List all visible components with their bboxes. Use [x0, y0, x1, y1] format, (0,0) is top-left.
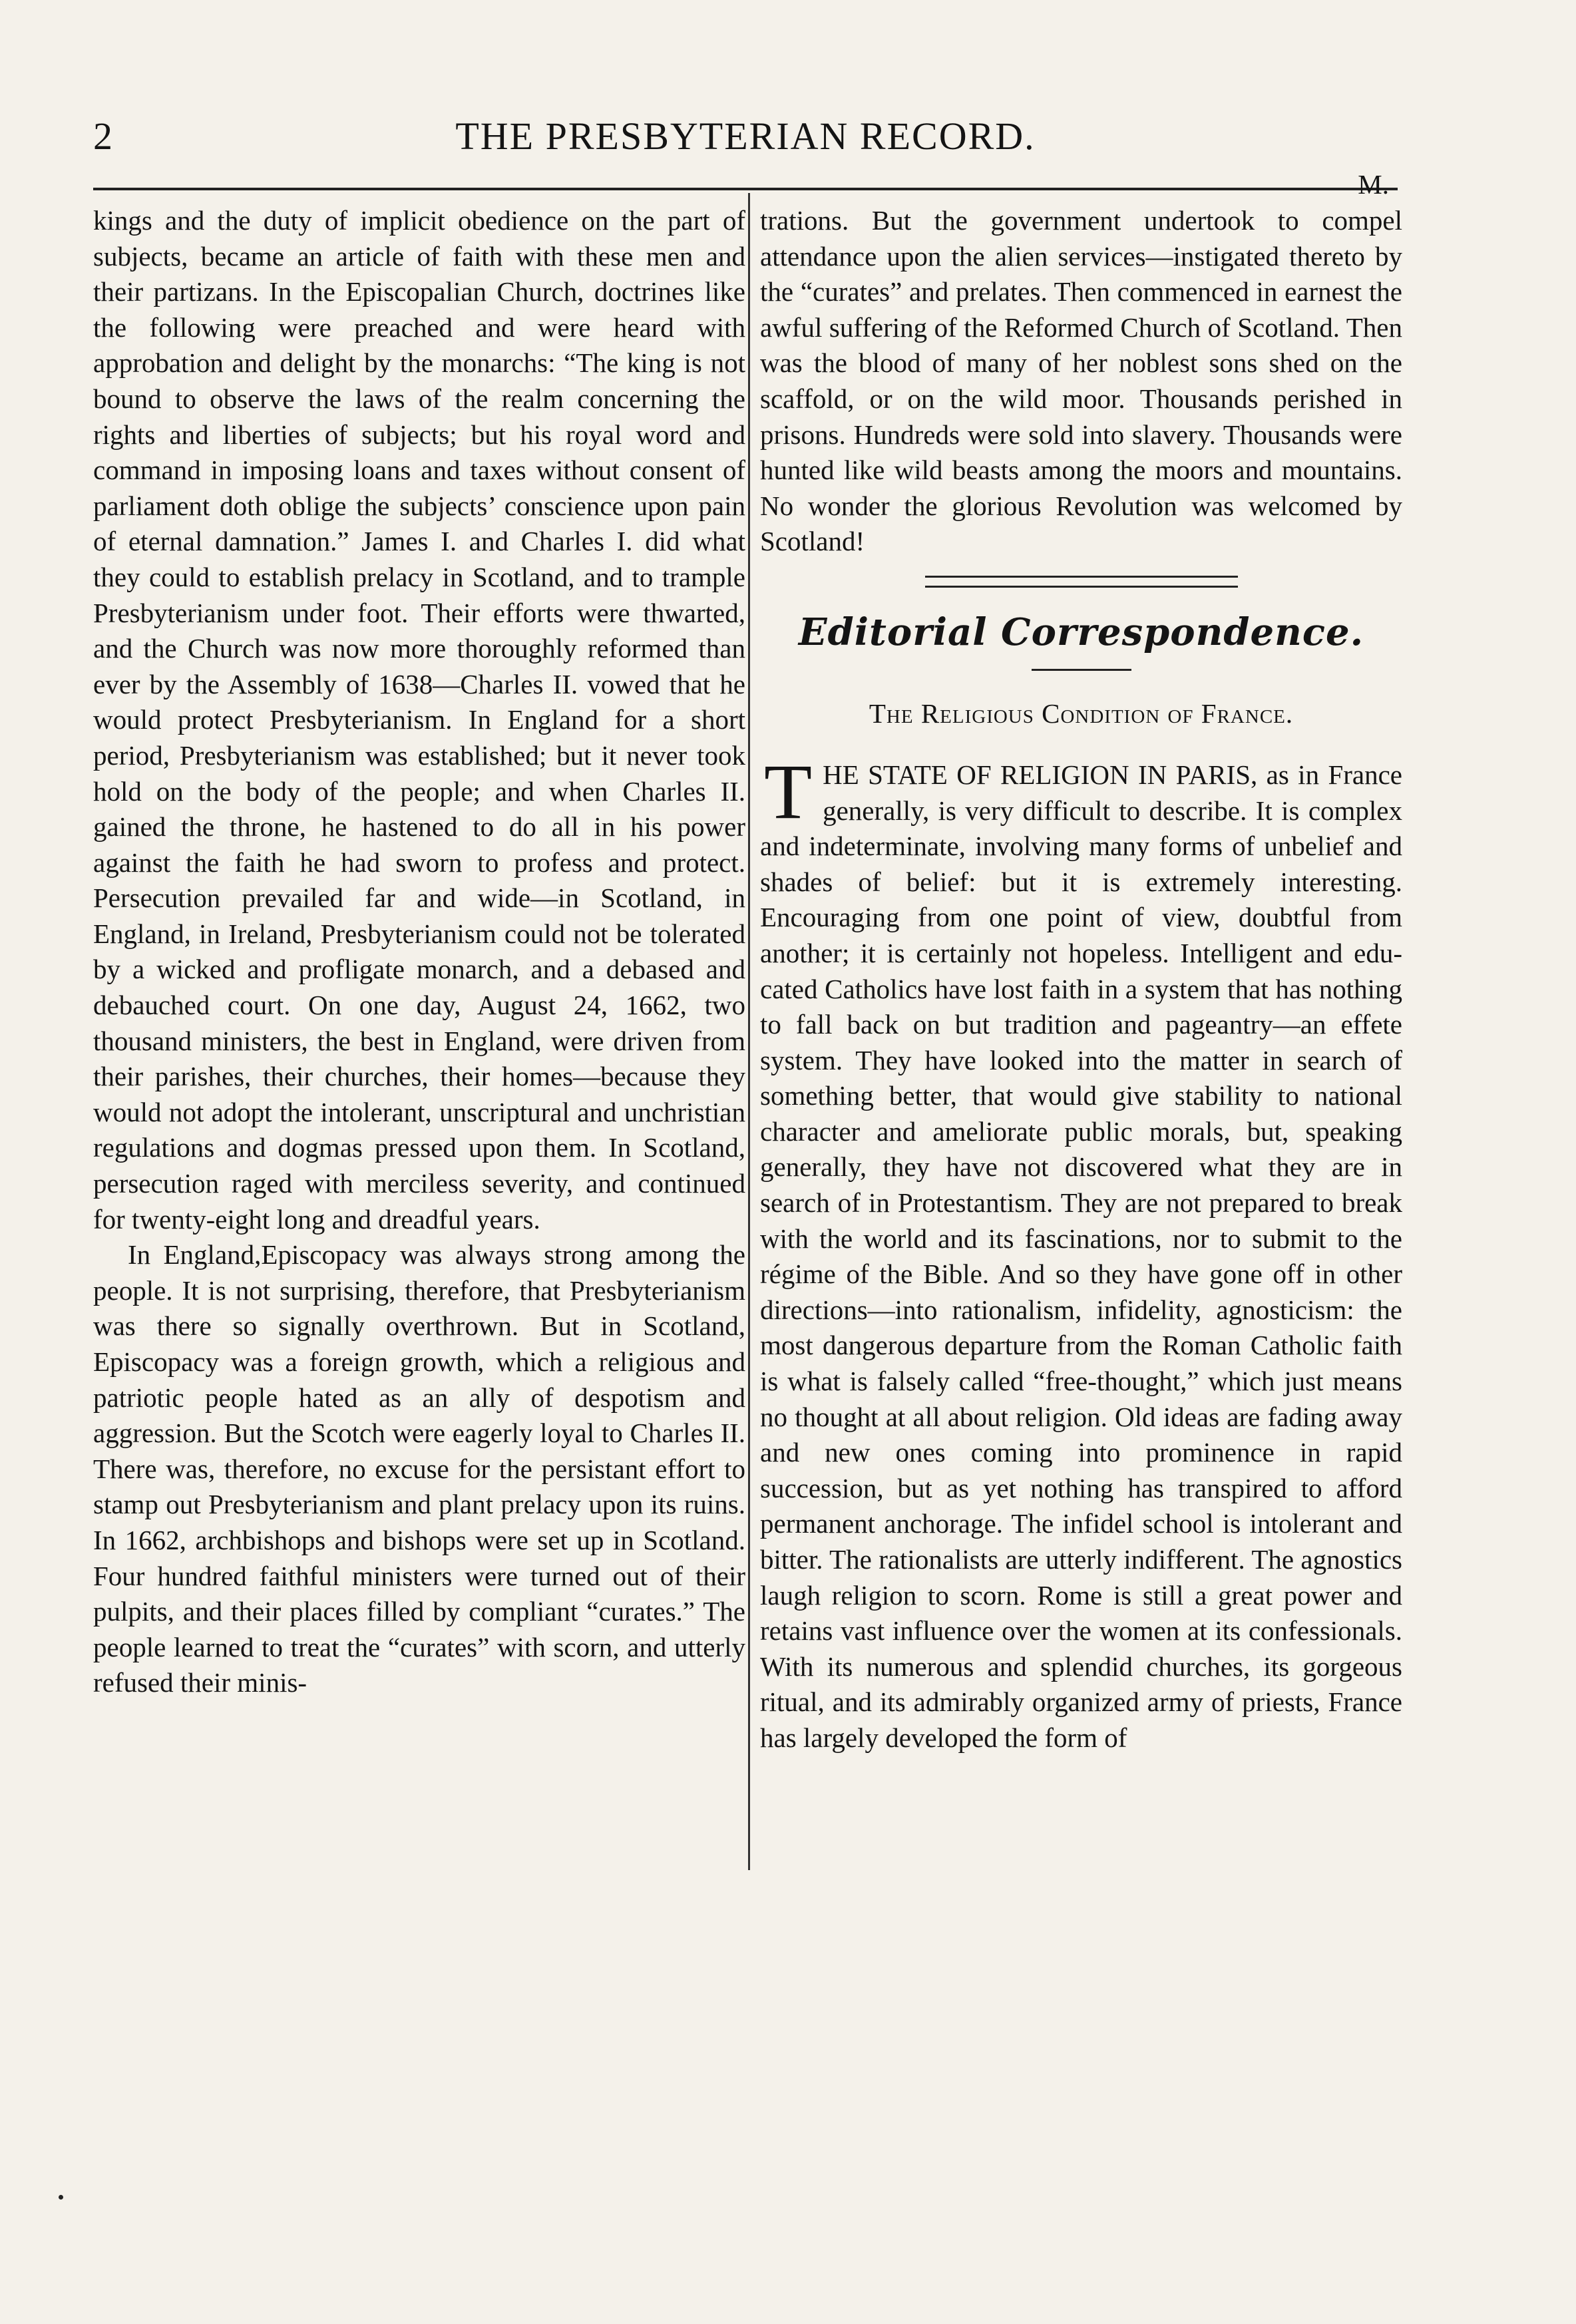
article-text: as in France generally, is very difficult to describe. It is complex and indeterminate, involving many forms of unbelief and shades of belief: but it is extremely interesting. Encouraging from one point of view, doubtful from another; it is certainly not hopeless. Intelligent and educated Catholics have lost faith in a system that has nothing to fall back on but tradition and pageantry—an effete system. They have looked into the matter in search of something better, that would give stability to national character and ameliorate public morals, but, speaking generally, they have not discovered what they are in search of in Protestantism. They are not prepared to break with the world and its fascinations, nor to submit to the régime of the Bible. And so they have gone off in other directions—into rationalism, infidelity, agnosticism: the most dangerous departure from the Roman Catholic faith is what is falsely called “free-thought,” which just means no thought at all about religion. Old ideas are fading away and new ones coming into prominence in rapid succession, but as yet nothing has transpired to afford permanent anchorage. The infidel school is intolerant and bitter. The rationalists are utterly indifferent. The agnostics laugh religion to scorn. Rome is still a great power and retains vast influence over the women at its confessionals. With its numerous and splendid churches, its gorgeous ritual, and its admirably organized army of priests, France has largely developed the form of [760, 759, 1402, 1753]
running-title: THE PRESBYTERIAN RECORD. [455, 114, 1036, 158]
right-paragraph-1: trations. But the government undertook to compel attendance upon the alien services—instigated thereto by the “curates” and prelates. Then commenced in earnest the awful suffering of the Reformed Church of Scotland. Then was the blood of many of her noblest sons shed on the scaffold, or on the wild moor. Thousands perished in prisons. Hundreds were sold into slavery. Thousands were hunted like wild beasts among the moors and mountains. No wonder the glorious Revolution was welcomed by Scotland! [760, 205, 1402, 557]
closing-paragraph [760, 169, 1402, 560]
article-body [760, 747, 1402, 1756]
section-divider [925, 576, 1238, 588]
left-paragraph-2: In England,Episcopacy was always strong among the people. It is not surprising, therefore, that Presbyterianism was there so signally overthrown. But in Scotland, Episcopacy was a foreign growth, which a religious and patriotic people hated as an ally of despotism and aggression. But the Scotch were eagerly loyal to Charles II. There was, therefore, no excuse for the persistant effort to stamp out Presbyterianism and plant prelacy upon its ruins. In 1662, archbishops and bishops were set up in Scotland. Four hundred faithful ministers were turned out of their pulpits, and their places filled by compliant “curates.” The people learned to treat the “curates” with scorn, and utterly refused their minis- [93, 1239, 745, 1698]
article-paragraph [760, 747, 1402, 1756]
print-speck [59, 2195, 63, 2200]
drop-cap: T [764, 747, 813, 835]
left-paragraph-1: kings and the duty of implicit obedience on the part of subjects, became an article of faith with these men and their partizans. In the Episcopalian Church, doctrines like the following were preached and were heard with approbation and delight by the monarchs: “The king is not bound to observe the laws of the realm concerning the rights and liberties of subjects; but his royal word and command in imposing loans and taxes without consent of parliament doth oblige the subjects’ conscience upon pain of eternal damnation.” James I. and Charles I. did what they could to establish prelacy in Scotland, and to trample Presbyterianism under foot. Their efforts were thwarted, and the Church was now more thoroughly reformed than ever by the Assembly of 1638—Charles II. vowed that he would protect Presbyterianism. In England for a short period, Presbyterianism was established; but it never took hold on the body of the people; and when Charles II. gained the throne, he hastened to do all in his power against the faith he had sworn to profess and protect. Persecution prevailed far and wide—in Scotland, in England, in Ireland, Presbyterianism could not be tolerated by a wicked and profligate monarch, and a debased and debauched court. On one day, August 24, 1662, two thousand ministers, the best in England, were driven from their parishes, their churches, their homes—because they would not adopt the intolerant, unscriptural and unchristian regulations and dogmas pressed upon them. In Scotland, persecution raged with merciless severity, and continued for twenty-eight long and dreadful years. [93, 205, 745, 1235]
right-column [760, 169, 1402, 1756]
page-header [93, 110, 1398, 163]
column-divider [748, 193, 750, 1870]
header-rule [93, 188, 1398, 190]
section-heading: Editorial Correspondence. [798, 610, 1364, 654]
article-title: The Religious Condition of France. [869, 697, 1294, 729]
author-signature: M. [1358, 169, 1389, 200]
page-number: 2 [93, 114, 112, 158]
lead-in-caps: HE STATE OF RELIGION IN PARIS, [823, 759, 1258, 790]
left-column [93, 203, 745, 1701]
heading-rule [1032, 669, 1131, 671]
